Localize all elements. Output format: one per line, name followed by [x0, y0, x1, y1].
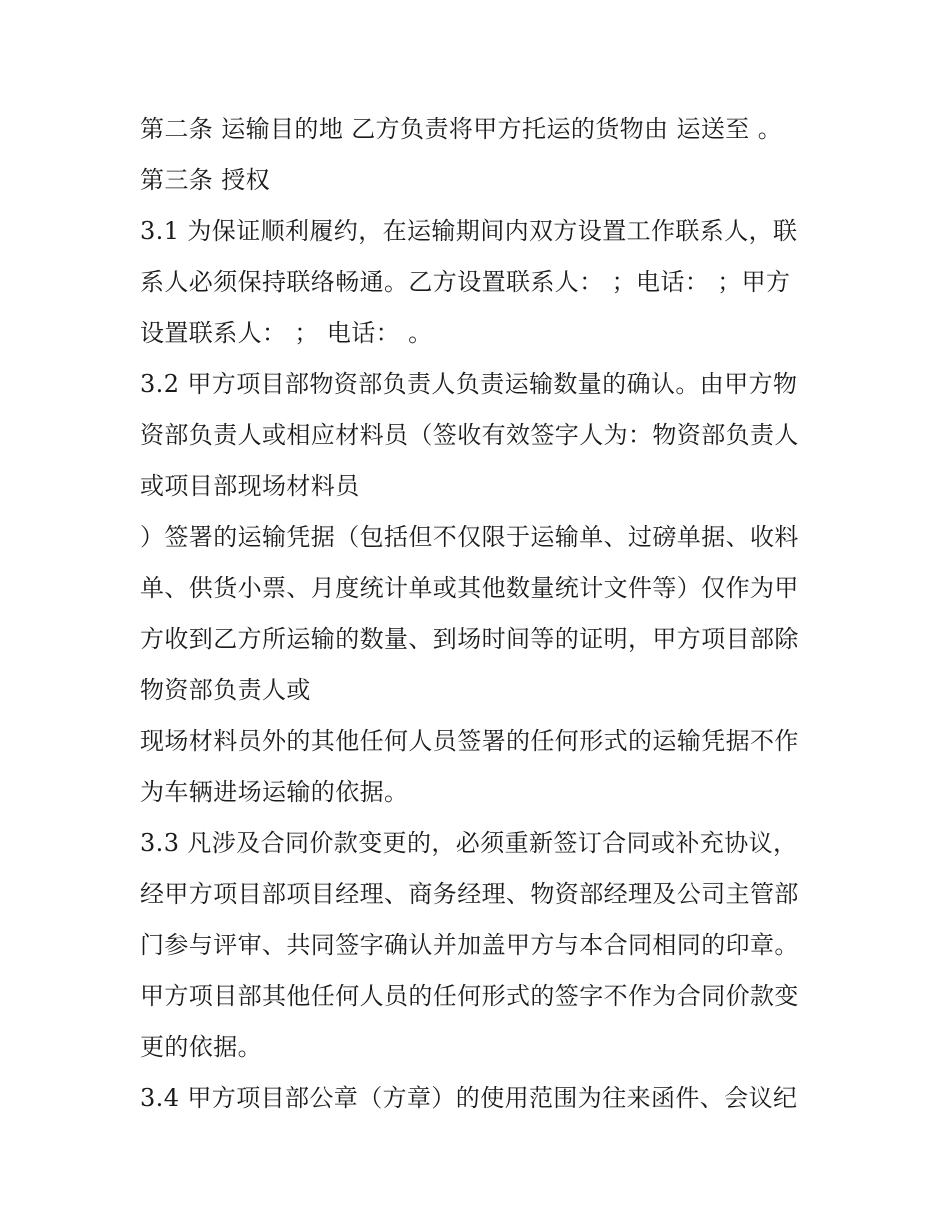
- text-line: 第二条 运输目的地 乙方负责将甲方托运的货物由 运送至 。: [140, 115, 783, 143]
- text-line: 或项目部现场材料员: [140, 472, 360, 500]
- text-line: 系人必须保持联络畅通。乙方设置联系人： ；电话： ；甲方: [140, 268, 791, 296]
- text-line: 更的依据。: [140, 1033, 262, 1061]
- text-line: 甲方项目部其他任何人员的任何形式的签字不作为合同价款变: [140, 982, 799, 1010]
- text-line: 设置联系人： ； 电话： 。: [140, 319, 433, 347]
- text-line: 为车辆进场运输的依据。: [140, 778, 409, 806]
- text-line: 第三条 授权: [140, 166, 271, 194]
- text-line: 3.2 甲方项目部物资部负责人负责运输数量的确认。由甲方物: [140, 370, 798, 398]
- text-line: 方收到乙方所运输的数量、到场时间等的证明，甲方项目部除: [140, 625, 799, 653]
- text-line: 经甲方项目部项目经理、商务经理、物资部经理及公司主管部: [140, 880, 799, 908]
- text-line: 现场材料员外的其他任何人员签署的任何形式的运输凭据不作: [140, 727, 799, 755]
- text-line: 资部负责人或相应材料员（签收有效签字人为：物资部负责人: [140, 421, 799, 449]
- text-line: 单、供货小票、月度统计单或其他数量统计文件等）仅作为甲: [140, 574, 799, 602]
- text-line: 3.4 甲方项目部公章（方章）的使用范围为往来函件、会议纪: [140, 1084, 798, 1112]
- text-line: 3.1 为保证顺利履约，在运输期间内双方设置工作联系人，联: [140, 217, 798, 245]
- document-body: [140, 104, 820, 1124]
- text-line: ）签署的运输凭据（包括但不仅限于运输单、过磅单据、收料: [140, 523, 799, 551]
- text-line: 物资部负责人或: [140, 676, 311, 704]
- text-line: 门参与评审、共同签字确认并加盖甲方与本合同相同的印章。: [140, 931, 799, 959]
- text-line: 3.3 凡涉及合同价款变更的，必须重新签订合同或补充协议，: [140, 829, 798, 857]
